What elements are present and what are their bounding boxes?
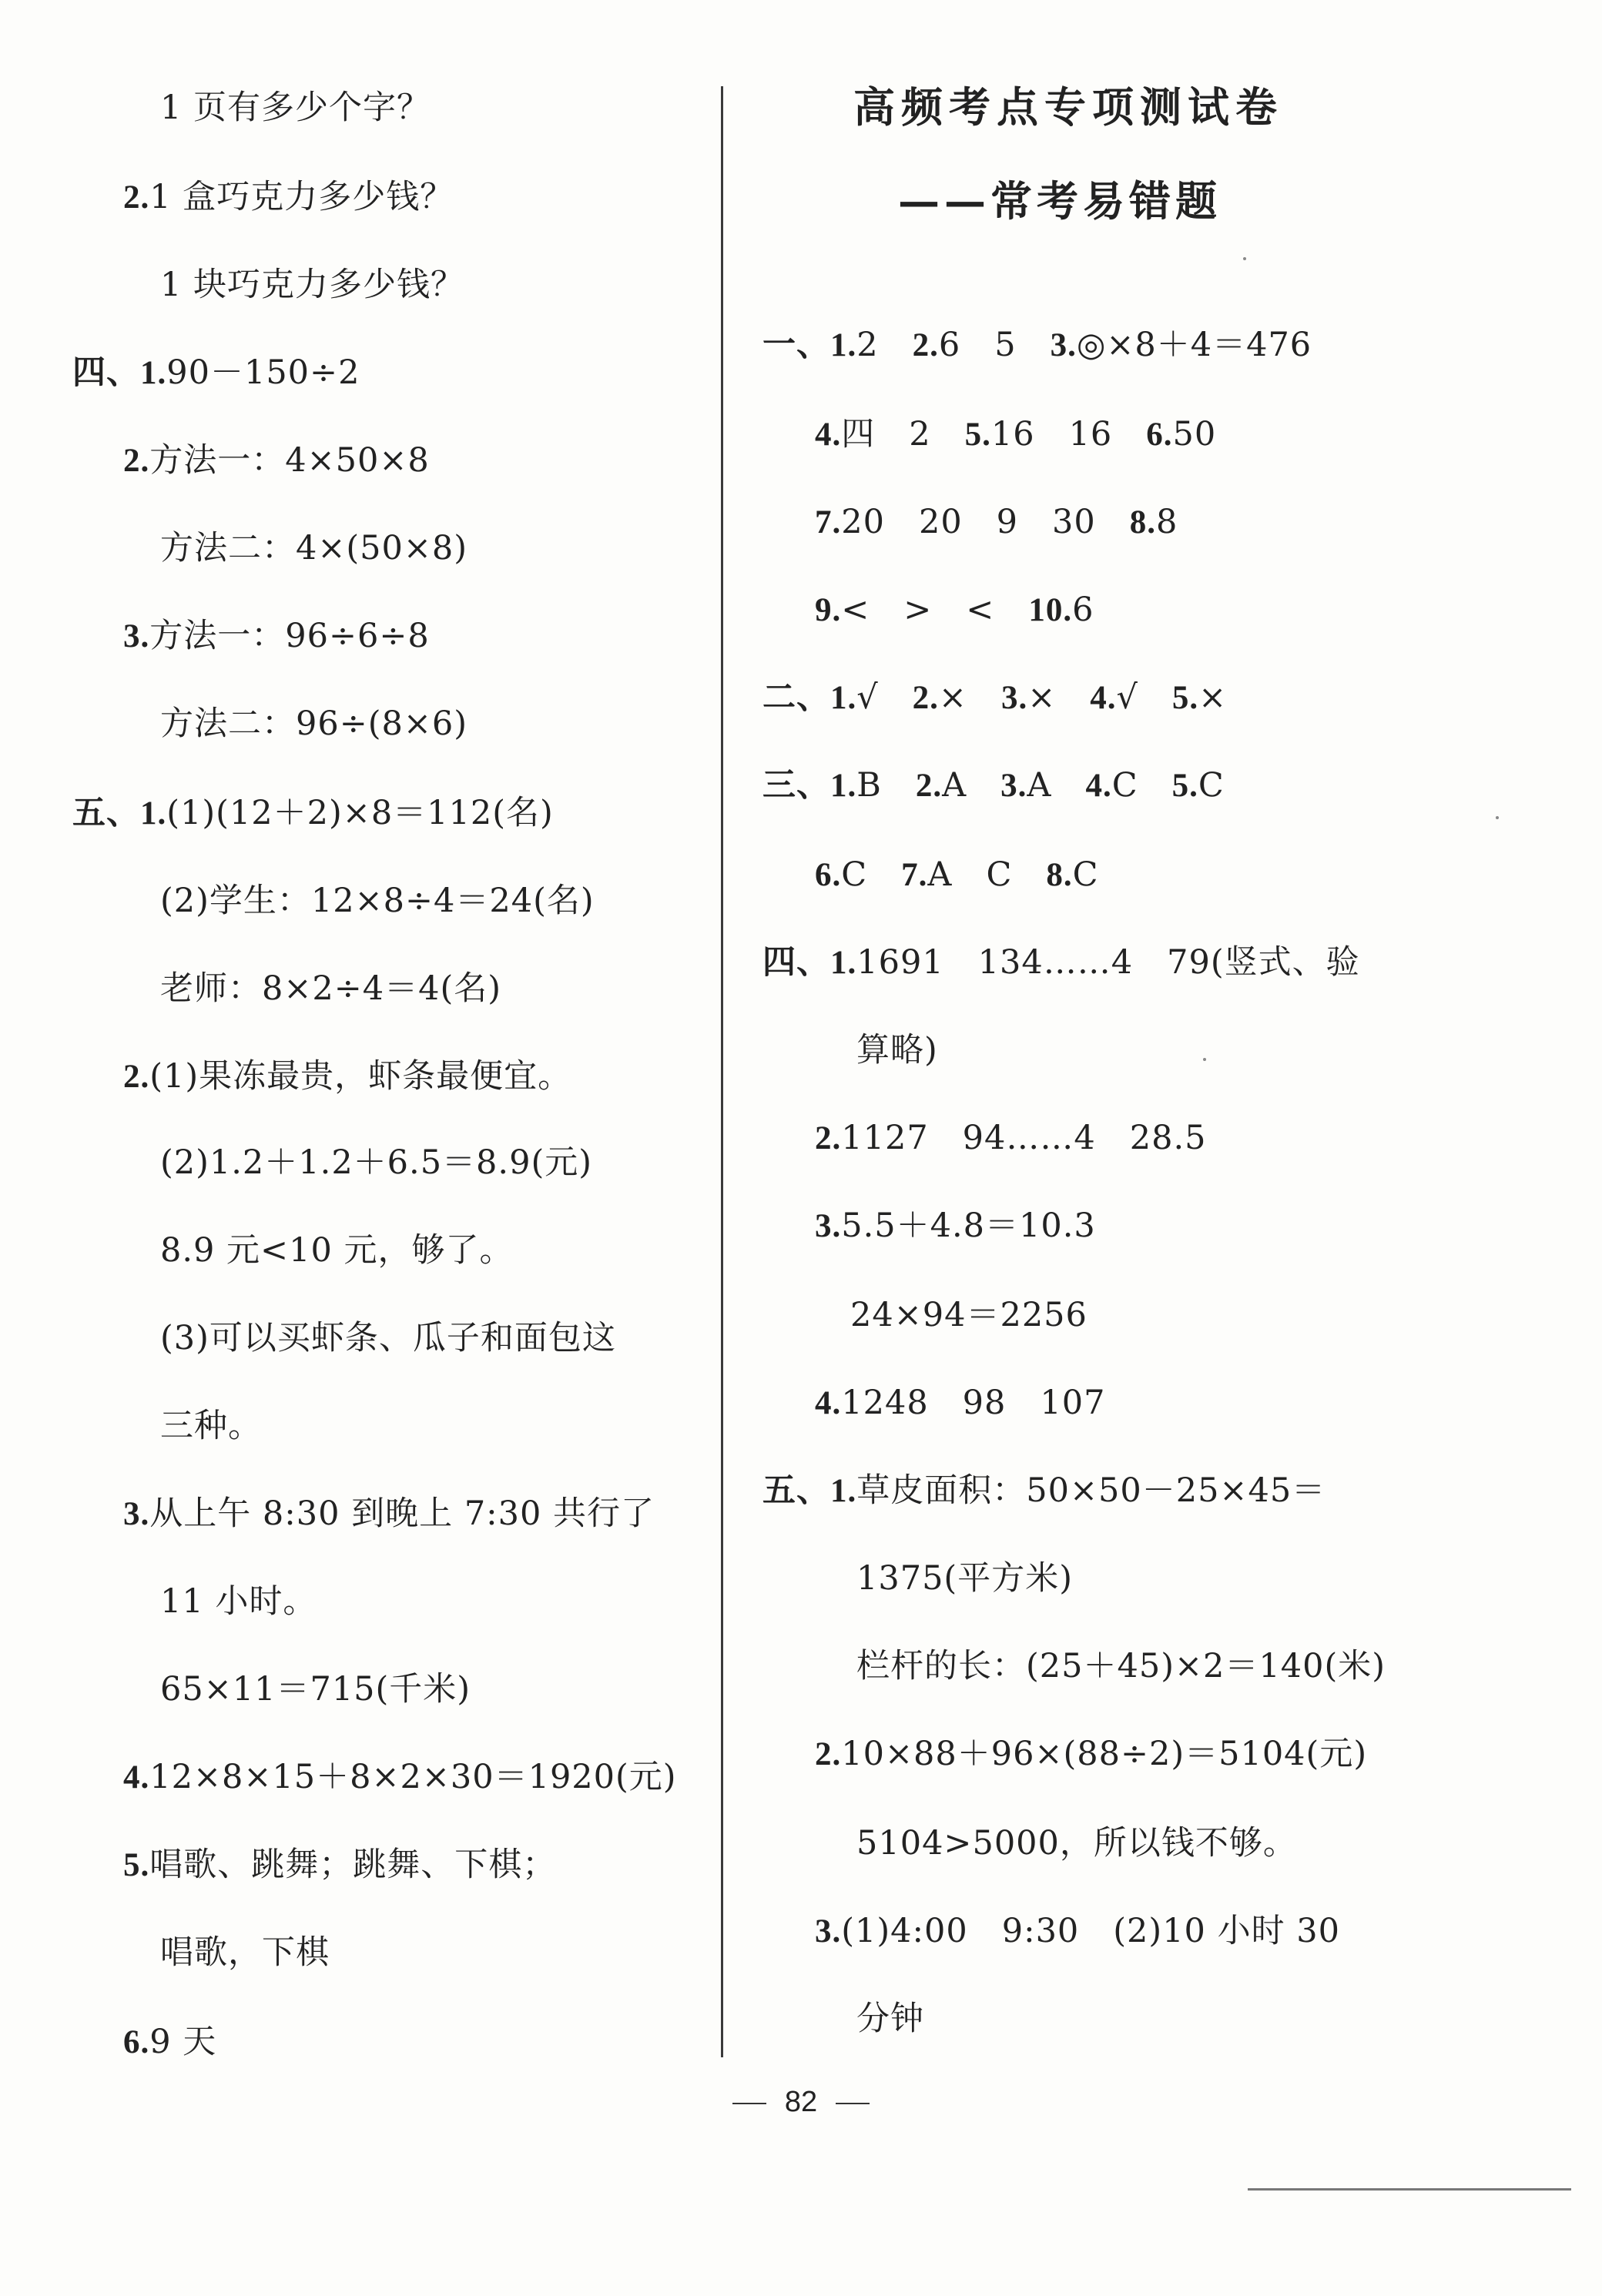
left-answer-line (160, 1229, 513, 1272)
right-answer-line (762, 1469, 1326, 1513)
question-number: 五、1. (762, 1473, 857, 1509)
question-number: 一、1. (762, 327, 857, 363)
answer-text: 方法二：96÷(8×6) (160, 705, 468, 743)
question-number: 3. (1000, 680, 1028, 716)
answer-text: A (942, 766, 967, 805)
right-answer-line (815, 500, 1178, 544)
answer-text: 5.5＋4.8＝10.3 (841, 1207, 1096, 1245)
answer-text: 1127 94……4 28.5 (841, 1119, 1207, 1157)
right-answer-line (815, 1204, 1096, 1248)
answer-text: 1 盒巧克力多少钱？ (149, 178, 454, 216)
answer-text: 1248 98 107 (841, 1384, 1106, 1422)
question-number: 6. (815, 857, 842, 893)
question-number: 2. (123, 179, 150, 216)
right-answer-line (856, 1557, 1073, 1600)
question-number: 3. (123, 618, 150, 654)
left-answer-line (123, 614, 430, 658)
bottom-rule (1248, 2188, 1571, 2191)
question-number: 5. (964, 417, 991, 453)
answer-text: 1 块巧克力多少钱？ (160, 266, 465, 304)
answer-text: 从上午 8:30 到晚上 7:30 共行了 (149, 1494, 655, 1533)
answer-text: 65×11＝715(千米) (160, 1670, 471, 1709)
answer-text: A C (927, 855, 1013, 894)
answer-text: (2)学生：12×8÷4＝24(名) (160, 882, 595, 920)
answer-text: 11 小时。 (160, 1582, 317, 1621)
right-answer-line (815, 1732, 1367, 1776)
right-answer-line (850, 1294, 1088, 1337)
question-number: 3. (815, 1913, 842, 1950)
left-answer-line (123, 1843, 556, 1887)
question-number: 5. (1171, 768, 1198, 804)
answer-text: × (1198, 678, 1228, 717)
answer-text: (1)4:00 9:30 (2)10 小时 30 (841, 1912, 1340, 1950)
answer-text: 5104>5000，所以钱不够。 (856, 1824, 1297, 1863)
left-answer-line (72, 351, 360, 395)
left-answer-line (160, 1580, 317, 1623)
left-answer-line (160, 263, 464, 306)
answer-text: 方法一：4×50×8 (149, 441, 430, 480)
answer-text: 分钟 (856, 2000, 924, 2038)
left-answer-line (123, 439, 430, 483)
answer-text: C (1072, 855, 1099, 894)
answer-text: 老师：8×2÷4＝4(名) (160, 969, 502, 1008)
question-number: 2. (815, 1736, 842, 1772)
scan-speck (1243, 257, 1246, 260)
answer-text: 唱歌，下棋 (160, 1933, 330, 1972)
left-answer-line (72, 792, 554, 835)
question-number: 7. (901, 857, 928, 893)
question-number: 四、1. (762, 945, 857, 981)
question-number: 5. (123, 1847, 150, 1883)
question-number: 2. (123, 1059, 150, 1095)
left-answer-line (160, 1404, 262, 1448)
left-answer-line (160, 86, 431, 129)
scan-speck (1203, 1058, 1206, 1061)
answer-text: 90－150÷2 (166, 353, 360, 392)
answer-text: × (1027, 678, 1057, 717)
answer-text: 8.9 元<10 元，够了。 (160, 1231, 514, 1270)
right-answer-line (856, 1645, 1386, 1688)
left-answer-line (123, 1055, 571, 1099)
question-number: 9. (815, 592, 842, 628)
question-number: 5. (1171, 680, 1199, 716)
answer-text: C (841, 855, 868, 894)
answer-text: 2 (856, 326, 879, 364)
answer-text: √ (1116, 678, 1138, 717)
answer-text: 唱歌、跳舞；跳舞、下棋； (149, 1846, 557, 1884)
answer-text: 8 (1156, 503, 1178, 541)
right-answer-line (815, 413, 1216, 457)
answer-text: 草皮面积：50×50－25×45＝ (856, 1471, 1326, 1510)
question-number: 2. (912, 327, 939, 363)
answer-text: (3)可以买虾条、瓜子和面包这 (160, 1319, 616, 1357)
answer-text: B (856, 766, 882, 805)
right-answer-line (856, 1822, 1297, 1865)
footer-dash-right (836, 2103, 870, 2104)
answer-text: C (1111, 766, 1138, 805)
footer-dash-left (732, 2103, 766, 2104)
answer-text: 16 16 (990, 415, 1113, 454)
question-number: 五、1. (72, 795, 167, 832)
left-answer-line (160, 1141, 592, 1184)
right-answer-line (815, 1116, 1207, 1160)
answer-text: 20 20 9 30 (841, 503, 1096, 541)
question-number: 2. (815, 1120, 842, 1156)
left-answer-line (123, 176, 454, 219)
left-answer-line (123, 1492, 655, 1536)
right-answer-line (815, 1381, 1105, 1425)
question-number: 四、1. (72, 355, 167, 391)
right-answer-line (856, 1997, 924, 2040)
question-number: 4. (1085, 768, 1112, 804)
question-number: 3. (1050, 327, 1077, 363)
answer-text: 1375(平方米) (856, 1559, 1073, 1598)
question-number: 2. (915, 768, 943, 804)
answer-text: × (938, 678, 967, 717)
left-answer-line (160, 1931, 330, 1974)
question-number: 3. (815, 1208, 842, 1244)
section-title: 高频考点专项测试卷 (853, 82, 1283, 132)
question-number: 4. (1090, 680, 1117, 716)
answer-text: (1)果冻最贵，虾条最便宜。 (149, 1057, 572, 1096)
question-number: 8. (1129, 504, 1157, 541)
page-number: 82 (784, 2086, 818, 2118)
left-answer-line (160, 879, 595, 922)
column-divider (721, 86, 723, 2057)
left-answer-line (160, 1317, 616, 1360)
left-answer-line (160, 967, 501, 1010)
section-subtitle: ——常考易错题 (898, 176, 1222, 226)
right-answer-line (762, 764, 1225, 808)
question-number: 三、1. (762, 768, 857, 804)
left-answer-line (123, 2020, 216, 2064)
answer-text: 9 天 (149, 2023, 217, 2061)
answer-text: 四 2 (841, 415, 931, 454)
answer-text: 1 页有多少个字？ (160, 89, 431, 127)
answer-text: 50 (1172, 415, 1217, 454)
question-number: 4. (815, 1385, 842, 1421)
question-number: 3. (123, 1496, 150, 1532)
answer-text: 栏杆的长：(25＋45)×2＝140(米) (856, 1647, 1386, 1685)
right-answer-line (762, 323, 1312, 367)
left-answer-line (160, 702, 468, 745)
answer-text: √ (856, 678, 879, 717)
answer-text: 方法二：4×(50×8) (160, 529, 468, 567)
right-answer-line (815, 853, 1099, 897)
left-answer-line (160, 527, 468, 570)
answer-text: A (1027, 766, 1052, 805)
question-number: 6. (123, 2024, 150, 2060)
answer-text: 10×88＋96×(88÷2)＝5104(元) (841, 1735, 1368, 1773)
answer-text: (1)(12＋2)×8＝112(名) (166, 794, 554, 832)
right-answer-line (762, 676, 1227, 720)
question-number: 2. (912, 680, 939, 716)
answer-text: 1691 134……4 79(竖式、验 (856, 943, 1360, 982)
answer-text: C (1198, 766, 1225, 805)
answer-text: (2)1.2＋1.2＋6.5＝8.9(元) (160, 1143, 592, 1182)
right-answer-line (856, 1029, 938, 1072)
answer-text: 12×8×15＋8×2×30＝1920(元) (149, 1758, 677, 1796)
question-number: 10. (1028, 592, 1073, 628)
question-number: 6. (1146, 417, 1173, 453)
left-answer-line (123, 1755, 677, 1799)
right-answer-line (815, 588, 1094, 632)
scan-speck (1496, 816, 1499, 819)
answer-text: 算略) (856, 1031, 938, 1069)
question-number: 8. (1046, 857, 1073, 893)
question-number: 2. (123, 443, 150, 479)
question-number: 4. (815, 417, 842, 453)
right-answer-line (815, 1909, 1340, 1953)
question-number: 7. (815, 504, 842, 541)
answer-text: 6 (1072, 591, 1094, 629)
answer-text: ◎×8＋4＝476 (1076, 326, 1312, 364)
right-answer-line (762, 941, 1360, 985)
answer-text: < > < (841, 591, 995, 629)
answer-text: 24×94＝2256 (850, 1296, 1088, 1334)
answer-text: 方法一：96÷6÷8 (149, 617, 430, 655)
question-number: 3. (1000, 768, 1027, 804)
left-answer-line (160, 1668, 471, 1711)
question-number: 二、1. (762, 680, 857, 716)
answer-text: 三种。 (160, 1407, 262, 1445)
page-footer (0, 2083, 1602, 2120)
answer-text: 6 5 (938, 326, 1017, 364)
question-number: 4. (123, 1759, 150, 1796)
